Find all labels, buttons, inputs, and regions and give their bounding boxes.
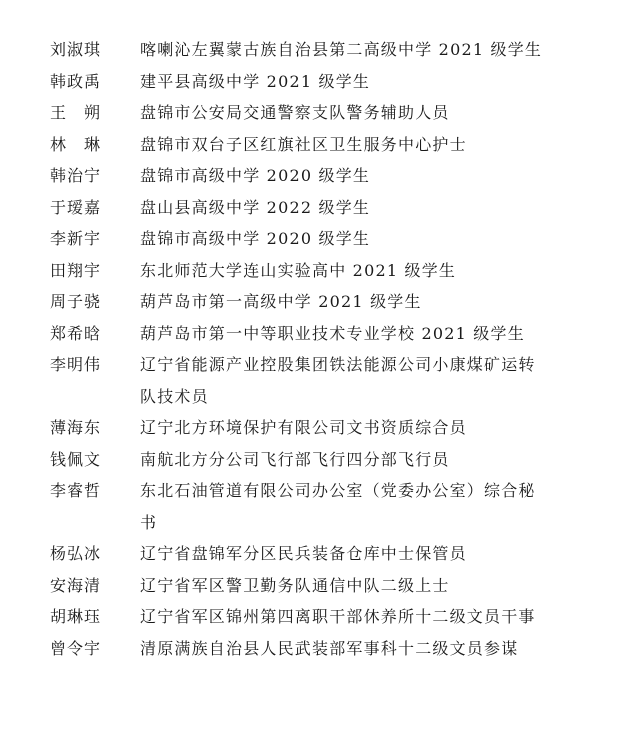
person-affiliation: 辽宁省军区锦州第四离职干部休养所十二级文员干事 [140,607,536,626]
list-item [0,223,640,255]
list-item [0,34,640,66]
person-affiliation: 辽宁北方环境保护有限公司文书资质综合员 [140,418,467,437]
person-affiliation: 东北石油管道有限公司办公室（党委办公室）综合秘书 [140,481,536,532]
honoree-list [0,34,640,664]
person-name: 李睿哲 [50,481,102,500]
person-affiliation: 东北师范大学连山实验高中 2021 级学生 [140,260,457,280]
list-item [0,601,640,633]
person-affiliation: 辽宁省盘锦军分区民兵装备仓库中士保管员 [140,544,467,563]
person-name: 薄海东 [50,418,102,437]
list-item [0,538,640,570]
person-name: 林 琳 [50,134,102,154]
person-affiliation: 盘锦市公安局交通警察支队警务辅助人员 [140,103,450,122]
person-name: 周子骁 [50,292,102,311]
person-name: 钱佩文 [50,449,102,469]
list-item [0,633,640,665]
person-name: 郑希晗 [50,323,102,343]
list-item [0,192,640,224]
person-affiliation: 盘山县高级中学 2022 级学生 [140,197,371,217]
person-name: 安海清 [50,575,102,595]
person-name: 胡琳珏 [50,607,102,626]
person-affiliation: 葫芦岛市第一中等职业技术专业学校 2021 级学生 [140,323,525,343]
list-item [0,570,640,602]
list-item [0,286,640,318]
list-item [0,97,640,129]
list-item [0,475,640,538]
list-item [0,349,640,412]
list-item [0,412,640,444]
list-item [0,255,640,287]
list-item [0,129,640,161]
person-affiliation: 辽宁省能源产业控股集团铁法能源公司小康煤矿运转队技术员 [140,355,536,406]
person-name: 曾令宇 [50,638,102,658]
person-name: 韩政禹 [50,71,102,91]
list-item [0,160,640,192]
person-affiliation: 葫芦岛市第一高级中学 2021 级学生 [140,292,422,311]
person-name: 杨弘冰 [50,544,102,563]
person-affiliation: 辽宁省军区警卫勤务队通信中队二级上士 [140,575,450,595]
person-affiliation: 盘锦市双台子区红旗社区卫生服务中心护士 [140,134,467,154]
person-affiliation: 建平县高级中学 2021 级学生 [140,71,371,91]
person-name: 田翔宇 [50,260,102,280]
person-name: 李明伟 [50,355,102,374]
list-item [0,318,640,350]
person-affiliation: 喀喇沁左翼蒙古族自治县第二高级中学 2021 级学生 [140,40,543,59]
person-affiliation: 盘锦市高级中学 2020 级学生 [140,166,371,185]
person-name: 于瑷嘉 [50,197,102,217]
person-affiliation: 盘锦市高级中学 2020 级学生 [140,229,371,248]
person-affiliation: 南航北方分公司飞行部飞行四分部飞行员 [140,449,450,469]
person-affiliation: 清原满族自治县人民武装部军事科十二级文员参谋 [140,638,519,658]
person-name: 韩治宁 [50,166,102,185]
list-item [0,444,640,476]
list-item [0,66,640,98]
person-name: 王 朔 [50,103,102,122]
person-name: 刘淑琪 [50,40,102,59]
person-name: 李新宇 [50,229,102,248]
